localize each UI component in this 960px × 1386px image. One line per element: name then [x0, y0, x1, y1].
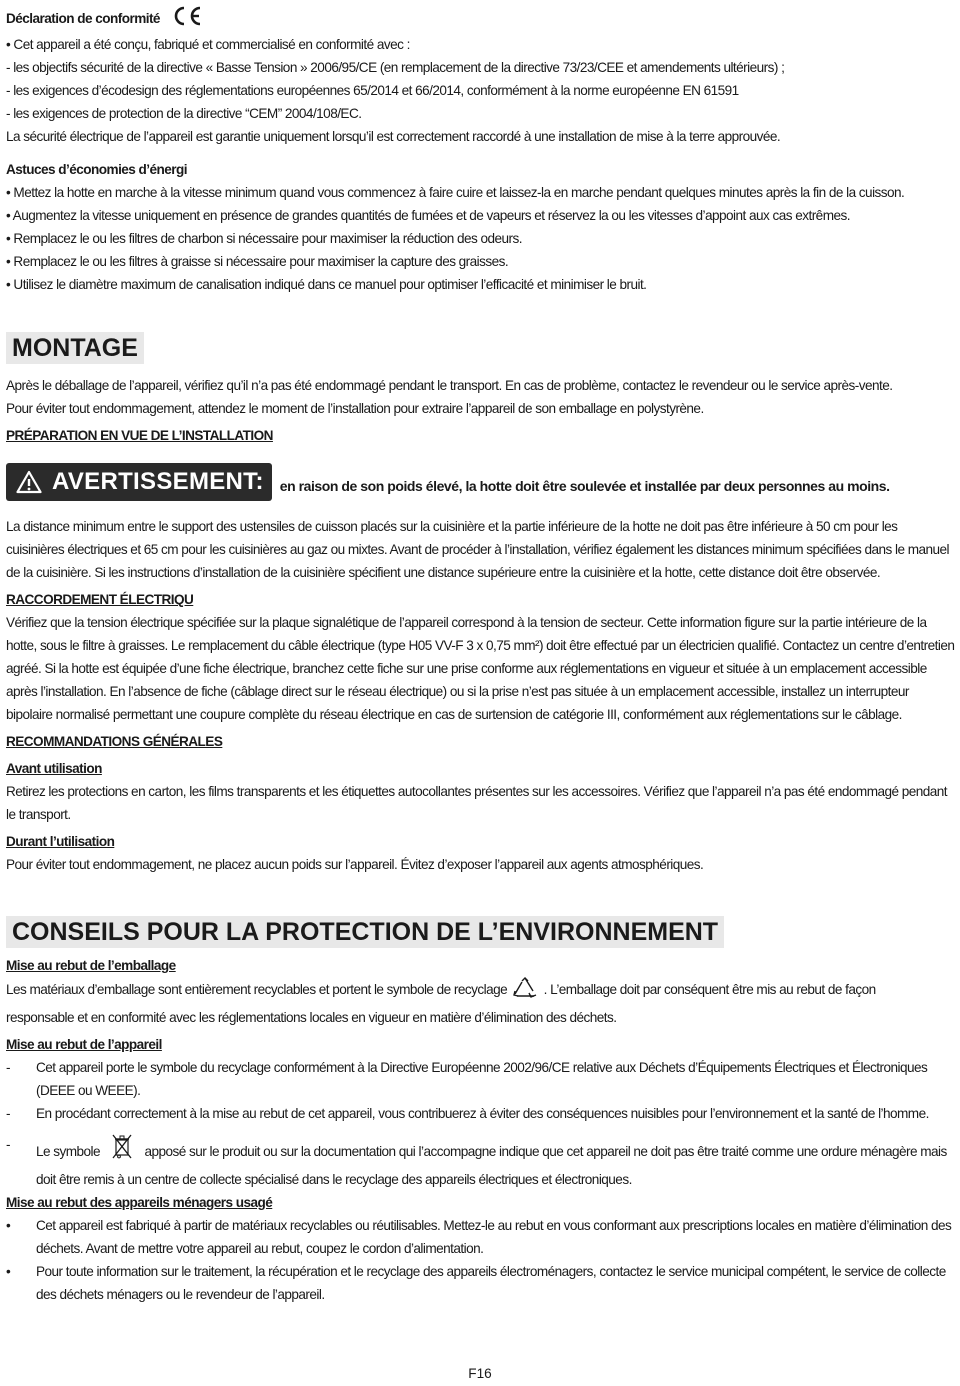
- packaging-heading: Mise au rebut de l’emballage: [6, 958, 176, 973]
- list-item: • Pour toute information sur le traitement, la récupération et le recyclage des appareils électroménagers, contactez le service municipal compétent, le service de collecte des déchets ménagers ou le revendeur de l’appareil.: [6, 1264, 946, 1302]
- tips-bullet-4: • Remplacez le ou les filtres à graisse si nécessaire pour maximiser la capture des graisses.: [6, 254, 509, 269]
- symbol-text-before: Le symbole: [36, 1144, 101, 1159]
- tips-title: Astuces d’économies d’énergi: [6, 162, 188, 177]
- conformity-line-4: - les exigences de protection de la directive “CEM” 2004/108/EC.: [6, 106, 362, 121]
- montage-line-2: Pour éviter tout endommagement, attendez le moment de l’installation pour extraire l’appareil de son emballage en polystyrène.: [6, 401, 704, 416]
- ce-mark-icon: [171, 6, 203, 33]
- packaging-line-2: responsable et en conformité avec les réglementations locales en vigueur en matière d’élimination des déchets.: [6, 1010, 617, 1025]
- montage-title: MONTAGE: [6, 332, 144, 364]
- list-item: - Le symbole apposé sur le produit ou sur la documentation qui l’accompagne indique que cet appareil ne doit pas être traité comme une ordure ménagère mais doit être remis à un centre de collecte spécialisé dans le recyclage des appareils électriques et électroniques.: [6, 1133, 956, 1191]
- montage-banner: [6, 332, 956, 364]
- warning-badge: [6, 463, 272, 501]
- symbol-text-after: apposé sur le produit ou sur la documentation qui l’accompagne indique que cet appareil ne doit pas être traité comme une ordure ménagère mais doit être remis à un centre de collecte spécialisé dans le recyclage des appareils électriques et électroniques.: [36, 1144, 947, 1187]
- before-use-heading: Avant utilisation: [6, 761, 102, 776]
- before-use-paragraph: Retirez les protections en carton, les films transparents et les étiquettes autocollantes présentes sur les accessoires. Vérifiez que l’appareil n’a pas été endommagé pendant le transport.: [6, 784, 948, 822]
- recycling-symbol-icon: [512, 977, 538, 1006]
- warning-triangle-icon: [16, 470, 42, 494]
- conformity-heading: [6, 6, 956, 33]
- list-item: • Cet appareil est fabriqué à partir de matériaux recyclables ou réutilisables. Mettez-le au rebut en vous conformant aux prescriptions locales en matière d’élimination des déchets. Avant de mettre votre appareil au rebut, coupez le cordon d’alimentation.: [6, 1218, 952, 1256]
- during-use-heading: Durant l’utilisation: [6, 834, 115, 849]
- preparation-heading: PRÉPARATION EN VUE DE L’INSTALLATION: [6, 428, 273, 443]
- environment-title: CONSEILS POUR LA PROTECTION DE L’ENVIRONNEMENT: [6, 916, 724, 948]
- conformity-line-3: - les exigences d’écodesign des réglementations européennes 65/2014 et 66/2014, conformément à la norme européenne EN 61591: [6, 83, 739, 98]
- warning-text: en raison de son poids élevé, la hotte doit être soulevée et installée par deux personnes au moins.: [279, 478, 890, 494]
- tips-bullet-5: • Utilisez le diamètre maximum de canalisation indiqué dans ce manuel pour optimiser l’efficacité et minimiser le bruit.: [6, 277, 647, 292]
- distance-paragraph: La distance minimum entre le support des ustensiles de cuisson placés sur la cuisinière et la partie inférieure de la hotte ne doit pas être inférieure à 50 cm pour les cuisinières électriques et 65 cm pour les cuisinières au gaz ou mixtes. Avant de procéder à l’installation, vérifiez également les distances minimum spécifiées dans le manuel de la cuisinière. Si les instructions d’installation de la cuisinière spécifient une distance supérieure entre la cuisinière et la hotte, cette distance doit être observée.: [6, 519, 949, 580]
- household-disposal-heading: Mise au rebut des appareils ménagers usagé: [6, 1195, 273, 1210]
- weee-crossed-bin-icon: [111, 1133, 133, 1168]
- tips-bullet-3: • Remplacez le ou les filtres de charbon si nécessaire pour maximiser la réduction des odeurs.: [6, 231, 522, 246]
- tips-bullet-1: • Mettez la hotte en marche à la vitesse minimum quand vous commencez à faire cuire et laissez-la en marche pendant quelques minutes après la fin de la cuisson.: [6, 185, 905, 200]
- electrical-paragraph: Vérifiez que la tension électrique spécifiée sur la plaque signalétique de l’appareil correspond à la tension de secteur. Cette information figure sur la partie intérieure de la hotte, sous le filtre à graisses. Le remplacement du câble électrique (type H05 VV-F 3 x 0,75 mm²) doit être effectué par un électricien qualifié. Contactez un centre d’entretien agréé. Si la hotte est équipée d’une fiche électrique, branchez cette fiche sur une prise conforme aux réglementations en vigueur et située à un emplacement accessible après l’installation. En l’absence de fiche (câblage direct sur le réseau électrique) ou si la prise n’est pas située à un emplacement accessible, installez un interrupteur bipolaire normalisé permettant une coupure complète du réseau électrique en cas de surtension de catégorie III, conformément aux réglementations sur le câblage.: [6, 615, 955, 722]
- conformity-line-2: - les objectifs sécurité de la directive « Basse Tension » 2006/95/CE (en remplacement de la directive 73/23/CEE et amendements ultérieurs) ;: [6, 60, 785, 75]
- list-item: - En procédant correctement à la mise au rebut de cet appareil, vous contribuerez à éviter des conséquences nuisibles pour l’environnement et la santé de l’homme.: [6, 1106, 929, 1121]
- warning-row: [6, 463, 956, 501]
- page-number: F16: [468, 1366, 492, 1381]
- list-item: - Cet appareil porte le symbole du recyclage conformément à la Directive Européenne 2002/96/CE relative aux Déchets d’Équipements Électriques et Électroniques (DEEE ou WEEE).: [6, 1060, 928, 1098]
- packaging-text-before: Les matériaux d’emballage sont entièrement recyclables et portent le symbole de recyclage: [6, 982, 508, 997]
- packaging-text-after: . L’emballage doit par conséquent être mis au rebut de façon: [543, 982, 876, 997]
- conformity-title: Déclaration de conformité: [6, 11, 160, 26]
- montage-line-1: Après le déballage de l’appareil, vérifiez qu’il n’a pas été endommagé pendant le transport. En cas de problème, contactez le revendeur ou le service après-vente.: [6, 378, 893, 393]
- during-use-paragraph: Pour éviter tout endommagement, ne placez aucun poids sur l’appareil. Évitez d’exposer l’appareil aux agents atmosphériques.: [6, 857, 704, 872]
- tips-bullet-2: • Augmentez la vitesse uniquement en présence de grandes quantités de fumées et de vapeurs et réservez la ou les vitesses d’appoint aux cas extrêmes.: [6, 208, 850, 223]
- warning-label: AVERTISSEMENT:: [52, 468, 264, 495]
- conformity-line-5: La sécurité électrique de l’appareil est garantie uniquement lorsqu’il est correctement raccordé à une installation de mise à la terre approuvée.: [6, 129, 781, 144]
- environment-banner: [6, 916, 956, 948]
- conformity-line-1: • Cet appareil a été conçu, fabriqué et commercialisé en conformité avec :: [6, 37, 410, 52]
- packaging-line-1: [6, 977, 956, 1006]
- recommendations-heading: RECOMMANDATIONS GÉNÉRALES: [6, 734, 223, 749]
- document-page: [6, 6, 956, 1306]
- appliance-disposal-heading: Mise au rebut de l’appareil: [6, 1037, 162, 1052]
- electrical-heading: RACCORDEMENT ÉLECTRIQU: [6, 592, 194, 607]
